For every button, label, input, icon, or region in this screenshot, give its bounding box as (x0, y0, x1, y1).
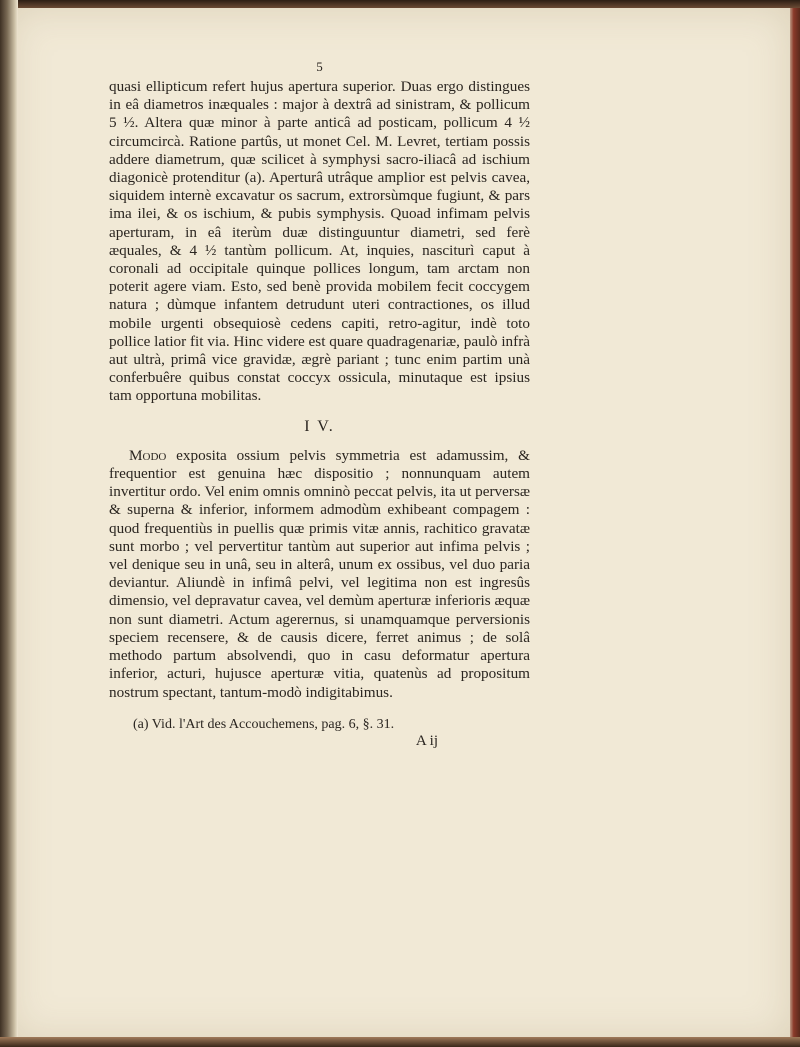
signature-mark: A ij (415, 732, 438, 749)
section-heading: I V. (304, 417, 335, 435)
top-border (0, 0, 800, 8)
paragraph-1: quasi ellipticum refert hujus apertura superior. Duas ergo distingues in eâ diametros inæquales : major à dextrâ ad sinistram, & pollicum 5 ½. Altera quæ minor à parte anticâ ad posticam, pollicum 4 ½ circumcircà. Ratione partûs, ut monet Cel. M. Levret, tertiam possis addere diametrum, quæ scilicet à symphysi sacro-iliacâ ad ischium diagonicè protenditur (a). Aperturâ utrâque amplior est pelvis cavea, siquidem internè excavatur os sacrum, extrorsùmque fugiunt, & pars ima ilei, & os ischium, & pubis symphysis. Quoad infimam pelvis aperturam, in eâ iterùm duæ distinguuntur diametri, sed ferè æquales, & 4 ½ tantùm pollicum. At, inquies, nasciturì caput à coronali ad occipitale quinque pollices longum, tam arctam non poterit agere viam. Esto, sed benè provida mobilem fecit coccygem natura ; dùmque infantem detrudunt uteri contractiones, os illud mobile urgenti obsequiosè cedens capiti, retro-agitur, indè toto pollice latior fit via. Hinc videre est quare quadragenariæ, paulò infrà aut ultrà, primâ vice gravidæ, ægrè pariant ; tunc enim partim unà conferbuêre quibus constat coccyx ossicula, minutaque est ipsius tam opportuna mobilitas. (109, 78, 530, 405)
paragraph-2 (109, 447, 530, 702)
paragraph-2-lead: Modo (129, 446, 167, 464)
book-binding (0, 0, 18, 1047)
footnote: (a) Vid. l'Art des Accouchemens, pag. 6, §. 31. (133, 716, 395, 732)
bottom-border (0, 1037, 800, 1047)
text-column (109, 60, 530, 749)
page-number: 5 (316, 59, 323, 74)
paragraph-2-body: exposita ossium pelvis symmetria est adamussim, & frequentior est genuina hæc dispositio ; nonnunquam autem invertitur ordo. Vel enim omnis omninò peccat pelvis, ita ut perversæ & superna & inferior, informem admodùm exhibeant compagem : quod frequentiùs in puellis quæ primis vitæ annis, rachitico gravatæ sunt morbo ; vel pervertitur tantùm aut superior aut infima pelvis ; vel denique seu in unâ, seu in alterâ, unum ex ossibus, vel duo paria deviantur. Aliundè in infimâ pelvi, vel legitima non est ingresûs dimensio, vel depravatur cavea, vel demùm aperturæ inferioris æquæ non sunt diametri. Actum agerernus, si unamquamque perversionis speciem recensere, & de causis dicere, ferret animus ; de solâ methodo partum absolvendi, quo in casu deformatur apertura inferior, acturi, hujusce aperturæ vitia, quatenùs ad propositum nostrum spectant, tantum-modò indigitabimus. (109, 446, 530, 701)
